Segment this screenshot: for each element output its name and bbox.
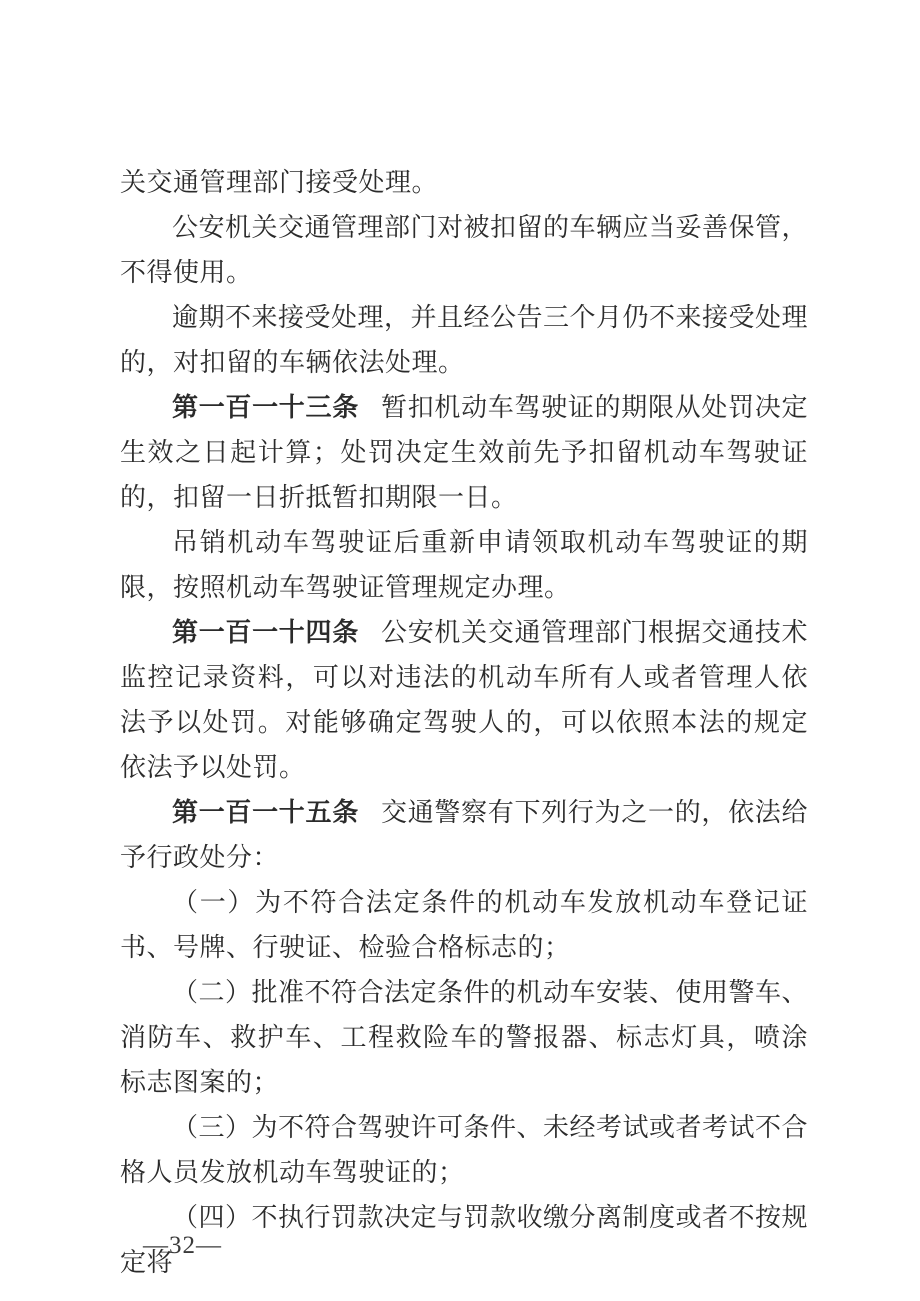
- paragraph-text: （二）批准不符合法定条件的机动车安装、使用警车、消防车、救护车、工程救险车的警报器、标志灯具，喷涂标志图案的；: [120, 978, 809, 1097]
- body-paragraph-article-113: [120, 385, 808, 520]
- paragraph-text: 公安机关交通管理部门根据交通技术监控记录资料，可以对违法的机动车所有人或者管理人依法予以处罚。对能够确定驾驶人的，可以依照本法的规定依法予以处罚。: [120, 618, 808, 782]
- body-paragraph: [120, 295, 808, 385]
- body-paragraph-item-1: [120, 880, 808, 970]
- body-paragraph: [120, 205, 808, 295]
- paragraph-text: 关交通管理部门接受处理。: [120, 168, 439, 197]
- paragraph-text: 交通警察有下列行为之一的，依法给予行政处分：: [120, 798, 808, 872]
- article-number: 第一百一十四条: [172, 617, 359, 647]
- paragraph-text: （四）不执行罚款决定与罚款收缴分离制度或者不按规定将: [120, 1203, 809, 1277]
- body-paragraph-item-4: [120, 1195, 808, 1285]
- body-paragraph-item-2: [120, 970, 808, 1105]
- paragraph-text: 暂扣机动车驾驶证的期限从处罚决定生效之日起计算；处罚决定生效前先予扣留机动车驾驶证的，扣留一日折抵暂扣期限一日。: [120, 393, 808, 512]
- page-number: —32—: [143, 1232, 222, 1259]
- body-paragraph-item-3: [120, 1105, 808, 1195]
- paragraph-text: 公安机关交通管理部门对被扣留的车辆应当妥善保管，不得使用。: [120, 213, 809, 287]
- paragraph-text: 吊销机动车驾驶证后重新申请领取机动车驾驶证的期限，按照机动车驾驶证管理规定办理。: [120, 528, 808, 602]
- article-number: 第一百一十三条: [172, 392, 359, 422]
- article-number: 第一百一十五条: [172, 797, 359, 827]
- paragraph-text: 逾期不来接受处理，并且经公告三个月仍不来接受处理的，对扣留的车辆依法处理。: [120, 303, 809, 377]
- paragraph-text: （一）为不符合法定条件的机动车发放机动车登记证书、号牌、行驶证、检验合格标志的；: [120, 888, 808, 962]
- document-body: [120, 160, 808, 1285]
- body-paragraph: [120, 520, 808, 610]
- body-paragraph-article-114: [120, 610, 808, 790]
- body-paragraph-article-115: [120, 790, 808, 880]
- body-paragraph: [120, 160, 808, 205]
- paragraph-text: （三）为不符合驾驶许可条件、未经考试或者考试不合格人员发放机动车驾驶证的；: [120, 1113, 809, 1187]
